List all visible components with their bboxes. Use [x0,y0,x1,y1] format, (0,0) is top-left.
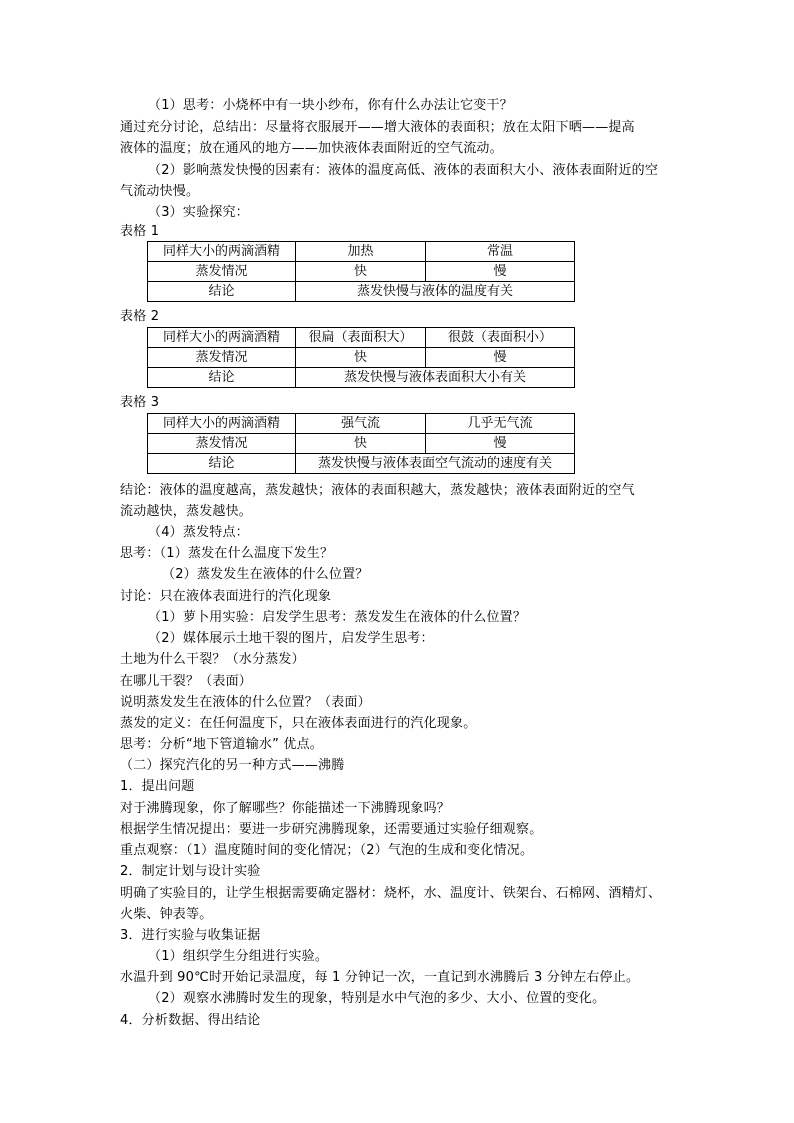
paragraph-boiling-question: 对于沸腾现象，你了解哪些？你能描述一下沸腾现象吗？ [120,801,451,816]
step-make-plan: 2．制定计划与设计实验 [120,864,261,879]
table-cell: 很鼓（表面积小） [426,328,575,348]
table3-label: 表格 3 [120,395,160,410]
table-row [148,282,575,302]
table-cell: 蒸发快慢与液体表面积大小有关 [296,368,575,388]
paragraph-conclusion-line1: 结论：液体的温度越高，蒸发越快；液体的表面积越大，蒸发越快；液体表面附近的空气 [120,483,635,498]
table-row [148,328,575,348]
table2-label: 表格 2 [120,309,160,324]
table-cell: 蒸发情况 [148,262,296,282]
paragraph-radish-experiment: （1）萝卜用实验：启发学生思考：蒸发发生在液体的什么位置？ [148,610,527,625]
table-row [148,348,575,368]
step-ask-question: 1．提出问题 [120,779,195,794]
table-cell: 很扁（表面积大） [296,328,426,348]
section-heading-boiling: （二）探究汽化的另一种方式——沸腾 [120,758,345,773]
paragraph-conclusion-line2: 流动越快，蒸发越快。 [120,504,253,519]
table-row [148,434,575,454]
table-row [148,454,575,474]
table-row [148,368,575,388]
table-cell: 强气流 [296,414,426,434]
paragraph-experiment-heading: （3）实验探究： [148,205,249,220]
table-cell: 同样大小的两滴酒精 [148,414,296,434]
table-cell: 蒸发快慢与液体表面空气流动的速度有关 [296,454,575,474]
table-cell: 几乎无气流 [426,414,575,434]
table-row [148,262,575,282]
table-cell: 慢 [426,262,575,282]
table1-label: 表格 1 [120,224,160,239]
table-cell: 同样大小的两滴酒精 [148,328,296,348]
step-analyze-data: 4．分析数据、得出结论 [120,1013,261,1028]
table-row [148,242,575,262]
paragraph-record-temperature: 水温升到 90℃时开始记录温度，每 1 分钟记一次，一直记到水沸腾后 3 分钟左右停止。 [120,970,640,985]
paragraph-key-observation: 重点观察：（1）温度随时间的变化情况；（2）气泡的生成和变化情况。 [120,843,534,858]
paragraph-evaporation-features: （4）蒸发特点： [148,525,249,540]
table1 [147,241,575,302]
table-cell: 慢 [426,348,575,368]
table-row [148,414,575,434]
paragraph-where-crack: 在哪儿干裂？（表面） [120,674,253,689]
paragraph-underground-pipe: 思考：分析“地下管道输水” 优点。 [120,737,324,752]
table-cell: 结论 [148,368,296,388]
paragraph-think-gauze: （1）思考：小烧杯中有一块小纱布，你有什么办法让它变干？ [148,98,513,113]
paragraph-think-position: （2）蒸发发生在液体的什么位置？ [162,567,369,582]
table-cell: 蒸发情况 [148,434,296,454]
table-cell: 蒸发快慢与液体的温度有关 [296,282,575,302]
table-cell: 常温 [426,242,575,262]
paragraph-factors-line1: （2）影响蒸发快慢的因素有：液体的温度高低、液体的表面积大小、液体表面附近的空 [148,163,659,178]
step-conduct-experiment: 3．进行实验与收集证据 [120,928,261,943]
table-cell: 结论 [148,282,296,302]
table2 [147,327,575,388]
paragraph-group-experiment: （1）组织学生分组进行实验。 [148,949,329,964]
table-cell: 快 [296,434,426,454]
paragraph-summary-line2: 液体的温度；放在通风的地方——加快液体表面附近的空气流动。 [120,141,503,156]
table-cell: 蒸发情况 [148,348,296,368]
paragraph-observe-bubbles: （2）观察水沸腾时发生的现象，特别是水中气泡的多少、大小、位置的变化。 [148,991,606,1006]
table-cell: 同样大小的两滴酒精 [148,242,296,262]
table-cell: 结论 [148,454,296,474]
table-cell: 加热 [296,242,426,262]
paragraph-equipment-line1: 明确了实验目的，让学生根据需要确定器材：烧杯，水、温度计、铁架台、石棉网、酒精灯、 [120,886,662,901]
table3 [147,413,575,474]
paragraph-media-display: （2）媒体展示土地干裂的图片，启发学生思考： [148,631,434,646]
table-cell: 慢 [426,434,575,454]
paragraph-discussion: 讨论：只在液体表面进行的汽化现象 [120,589,332,604]
paragraph-why-crack: 土地为什么干裂？（水分蒸发） [120,652,305,667]
table-cell: 快 [296,262,426,282]
table-cell: 快 [296,348,426,368]
paragraph-summary-line1: 通过充分讨论，总结出：尽量将衣服展开——增大液体的表面积；放在太阳下晒——提高 [120,120,635,135]
paragraph-need-experiment: 根据学生情况提出：要进一步研究沸腾现象，还需要通过实验仔细观察。 [120,822,543,837]
paragraph-think-temperature: 思考：（1）蒸发在什么温度下发生？ [120,546,334,561]
paragraph-evaporation-definition: 蒸发的定义：在任何温度下，只在液体表面进行的汽化现象。 [120,716,477,731]
paragraph-factors-line2: 气流动快慢。 [120,184,200,199]
paragraph-equipment-line2: 火柴、钟表等。 [120,907,213,922]
paragraph-evaporation-position: 说明蒸发发生在液体的什么位置？（表面） [120,695,371,710]
